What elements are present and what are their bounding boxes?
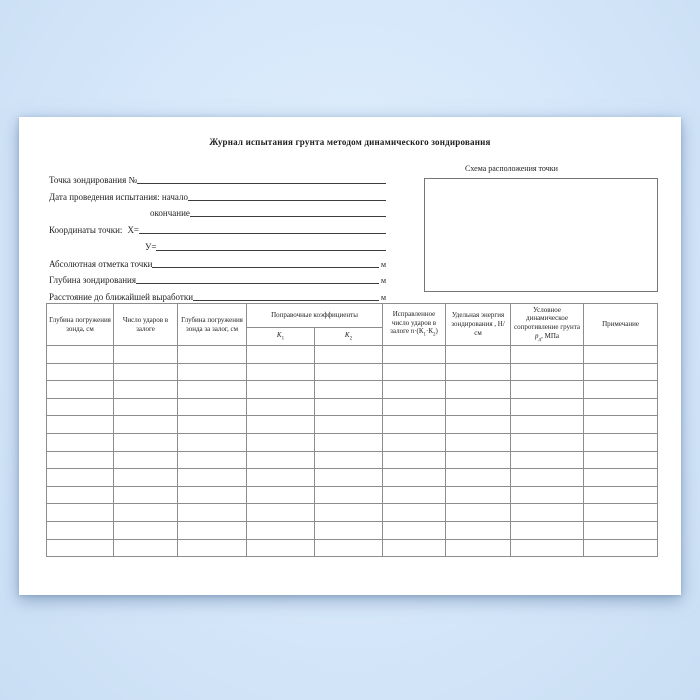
resistance-subscript: д <box>538 337 542 343</box>
table-header-row-1 <box>47 304 658 328</box>
corrected-blows-formula <box>410 327 438 338</box>
table-cell <box>315 451 383 469</box>
table-cell <box>114 521 178 539</box>
table-cell <box>511 433 584 451</box>
field-label-coordinates: Координаты точки: <box>49 225 123 235</box>
table-cell <box>383 346 446 364</box>
resistance-variable: р <box>535 331 539 340</box>
field-coordinates-x <box>49 218 386 235</box>
table-cell <box>383 363 446 381</box>
table-row <box>47 451 658 469</box>
table-cell <box>114 381 178 399</box>
table-cell <box>511 416 584 434</box>
table-cell <box>383 433 446 451</box>
table-cell <box>178 521 247 539</box>
table-cell <box>47 504 114 522</box>
table-cell <box>178 539 247 557</box>
table-cell <box>47 521 114 539</box>
table-cell <box>315 363 383 381</box>
table-cell <box>446 486 511 504</box>
table-cell <box>315 433 383 451</box>
table-cell <box>446 346 511 364</box>
table-row <box>47 346 658 364</box>
table-cell <box>178 433 247 451</box>
table-cell <box>315 539 383 557</box>
k1-subscript: 1 <box>281 336 285 342</box>
table-row <box>47 521 658 539</box>
form-title: Журнал испытания грунта методом динамического зондирования <box>209 137 491 147</box>
table-cell <box>383 398 446 416</box>
table-cell <box>47 398 114 416</box>
table-cell <box>383 416 446 434</box>
unit-meters: м <box>380 276 386 286</box>
table-cell <box>383 381 446 399</box>
col-header-dynamic-resistance <box>511 304 584 346</box>
table-cell <box>178 363 247 381</box>
table-cell <box>383 451 446 469</box>
field-sounding-point <box>49 168 386 185</box>
table-cell <box>247 346 315 364</box>
table-row <box>47 416 658 434</box>
table-cell <box>247 451 315 469</box>
table-row <box>47 381 658 399</box>
blank-line-date-start <box>188 200 386 201</box>
field-date-start <box>49 185 386 202</box>
field-label-coord-y: У= <box>145 241 157 252</box>
table-cell <box>446 539 511 557</box>
table-row <box>47 504 658 522</box>
formula-open: ·(К <box>414 327 424 336</box>
table-cell <box>446 398 511 416</box>
table-cell <box>247 539 315 557</box>
field-label-date-start: Дата проведения испытания: начало <box>49 191 188 202</box>
table-cell <box>247 469 315 487</box>
table-cell <box>114 504 178 522</box>
formula-n: n <box>410 327 415 336</box>
table-cell <box>178 416 247 434</box>
blank-line-distance <box>193 300 379 301</box>
table-cell <box>383 504 446 522</box>
formula-close: ) <box>435 327 438 336</box>
table-cell <box>584 416 658 434</box>
table-cell <box>511 363 584 381</box>
field-coordinates-y <box>49 235 386 252</box>
table-cell <box>47 486 114 504</box>
table-cell <box>114 346 178 364</box>
table-cell <box>383 469 446 487</box>
table-cell <box>584 451 658 469</box>
unit-meters: м <box>380 293 386 302</box>
col-header-specific-energy: Удельная энергия зондирования , Н/см <box>446 304 511 346</box>
table-cell <box>247 521 315 539</box>
table-cell <box>584 469 658 487</box>
table-cell <box>511 521 584 539</box>
table-cell <box>584 398 658 416</box>
blank-line-absolute-mark <box>152 267 378 268</box>
blank-line-sounding-depth <box>136 283 379 284</box>
table-cell <box>511 346 584 364</box>
field-absolute-mark <box>49 252 386 269</box>
table-cell <box>47 433 114 451</box>
table-cell <box>446 521 511 539</box>
k2-subscript: 2 <box>349 336 353 342</box>
table-cell <box>47 416 114 434</box>
table-cell <box>584 363 658 381</box>
unit-meters: м <box>380 259 386 269</box>
table-cell <box>247 416 315 434</box>
header-fields <box>49 168 386 302</box>
corrected-blows-text: Исправленное число ударов в залоге <box>390 309 437 336</box>
table-row <box>47 469 658 487</box>
table-cell <box>178 504 247 522</box>
table-cell <box>47 381 114 399</box>
table-cell <box>315 486 383 504</box>
table-cell <box>584 521 658 539</box>
table-cell <box>247 504 315 522</box>
field-label-distance: Расстояние до ближайшей выработки <box>49 292 194 302</box>
table-cell <box>511 469 584 487</box>
table-cell <box>383 486 446 504</box>
table-cell <box>47 346 114 364</box>
table-cell <box>511 504 584 522</box>
field-label-sounding-depth: Глубина зондирования <box>49 275 136 286</box>
table-cell <box>178 381 247 399</box>
table-cell <box>114 398 178 416</box>
field-label-date-end: окончание <box>150 208 190 219</box>
table-cell <box>47 363 114 381</box>
table-cell <box>315 469 383 487</box>
table-cell <box>114 539 178 557</box>
table-cell <box>446 416 511 434</box>
table-cell <box>511 398 584 416</box>
table-cell <box>446 469 511 487</box>
table-cell <box>114 469 178 487</box>
table-cell <box>114 451 178 469</box>
table-row <box>47 433 658 451</box>
resistance-text: Условное динамическое сопротивление грунта <box>514 305 581 332</box>
field-date-end <box>49 202 386 219</box>
table-cell <box>584 346 658 364</box>
table-cell <box>584 381 658 399</box>
table-row <box>47 398 658 416</box>
table-cell <box>446 504 511 522</box>
table-cell <box>47 469 114 487</box>
table-cell <box>247 433 315 451</box>
table-cell <box>584 539 658 557</box>
table-cell <box>315 381 383 399</box>
col-header-correction-coefficients: Поправочные коэффициенты <box>247 304 383 328</box>
table-row <box>47 363 658 381</box>
point-location-schema-box <box>424 178 658 292</box>
table-cell <box>315 346 383 364</box>
table-cell <box>114 433 178 451</box>
col-header-depth-per-set: Глубина погружения зонда за залог, см <box>178 304 247 346</box>
table-cell <box>511 539 584 557</box>
table-cell <box>446 433 511 451</box>
table-cell <box>315 398 383 416</box>
table-cell <box>511 451 584 469</box>
table-cell <box>383 521 446 539</box>
field-label-coord-x: Х= <box>127 225 140 235</box>
table-cell <box>178 346 247 364</box>
table-cell <box>114 486 178 504</box>
table-cell <box>178 451 247 469</box>
col-header-probe-depth: Глубина погружения зонда, см <box>47 304 114 346</box>
table-cell <box>178 398 247 416</box>
table-cell <box>114 363 178 381</box>
table-cell <box>178 469 247 487</box>
blank-line-coord-x <box>139 233 386 234</box>
col-header-note: Примечание <box>584 304 658 346</box>
col-header-blow-count: Число ударов в залоге <box>114 304 178 346</box>
field-label-point: Точка зондирования № <box>49 174 138 185</box>
table-cell <box>315 416 383 434</box>
blank-line-coord-y <box>156 250 386 251</box>
table-cell <box>247 381 315 399</box>
k1-base: К <box>276 330 282 339</box>
table-cell <box>315 504 383 522</box>
schema-title: Схема расположения точки <box>465 164 558 173</box>
table-cell <box>383 539 446 557</box>
blank-line-date-end <box>190 216 386 217</box>
table-row <box>47 486 658 504</box>
field-label-absolute-mark: Абсолютная отметка точки <box>49 258 153 269</box>
table-cell <box>47 451 114 469</box>
formula-k1-sub: 1 <box>423 332 427 338</box>
col-header-k1 <box>247 328 315 346</box>
table-cell <box>47 539 114 557</box>
table-cell <box>247 363 315 381</box>
table-cell <box>584 486 658 504</box>
table-row <box>47 539 658 557</box>
table-cell <box>584 504 658 522</box>
table-cell <box>511 486 584 504</box>
field-sounding-depth <box>49 269 386 286</box>
table-cell <box>446 451 511 469</box>
col-header-corrected-blows <box>383 304 446 346</box>
table-cell <box>584 433 658 451</box>
formula-k2-sub: 2 <box>433 332 436 338</box>
resistance-unit: , МПа <box>541 331 559 340</box>
table-cell <box>114 416 178 434</box>
field-distance-to-working <box>49 285 386 302</box>
blank-line-point <box>137 183 386 184</box>
table-cell <box>446 381 511 399</box>
table-cell <box>511 381 584 399</box>
table-cell <box>247 398 315 416</box>
table-cell <box>178 486 247 504</box>
table-body <box>47 346 658 557</box>
table-cell <box>315 521 383 539</box>
table-cell <box>247 486 315 504</box>
formula-mid: ·К <box>426 327 434 336</box>
k2-base: К <box>344 330 350 339</box>
measurements-table <box>46 303 658 557</box>
table-cell <box>446 363 511 381</box>
col-header-k2 <box>315 328 383 346</box>
